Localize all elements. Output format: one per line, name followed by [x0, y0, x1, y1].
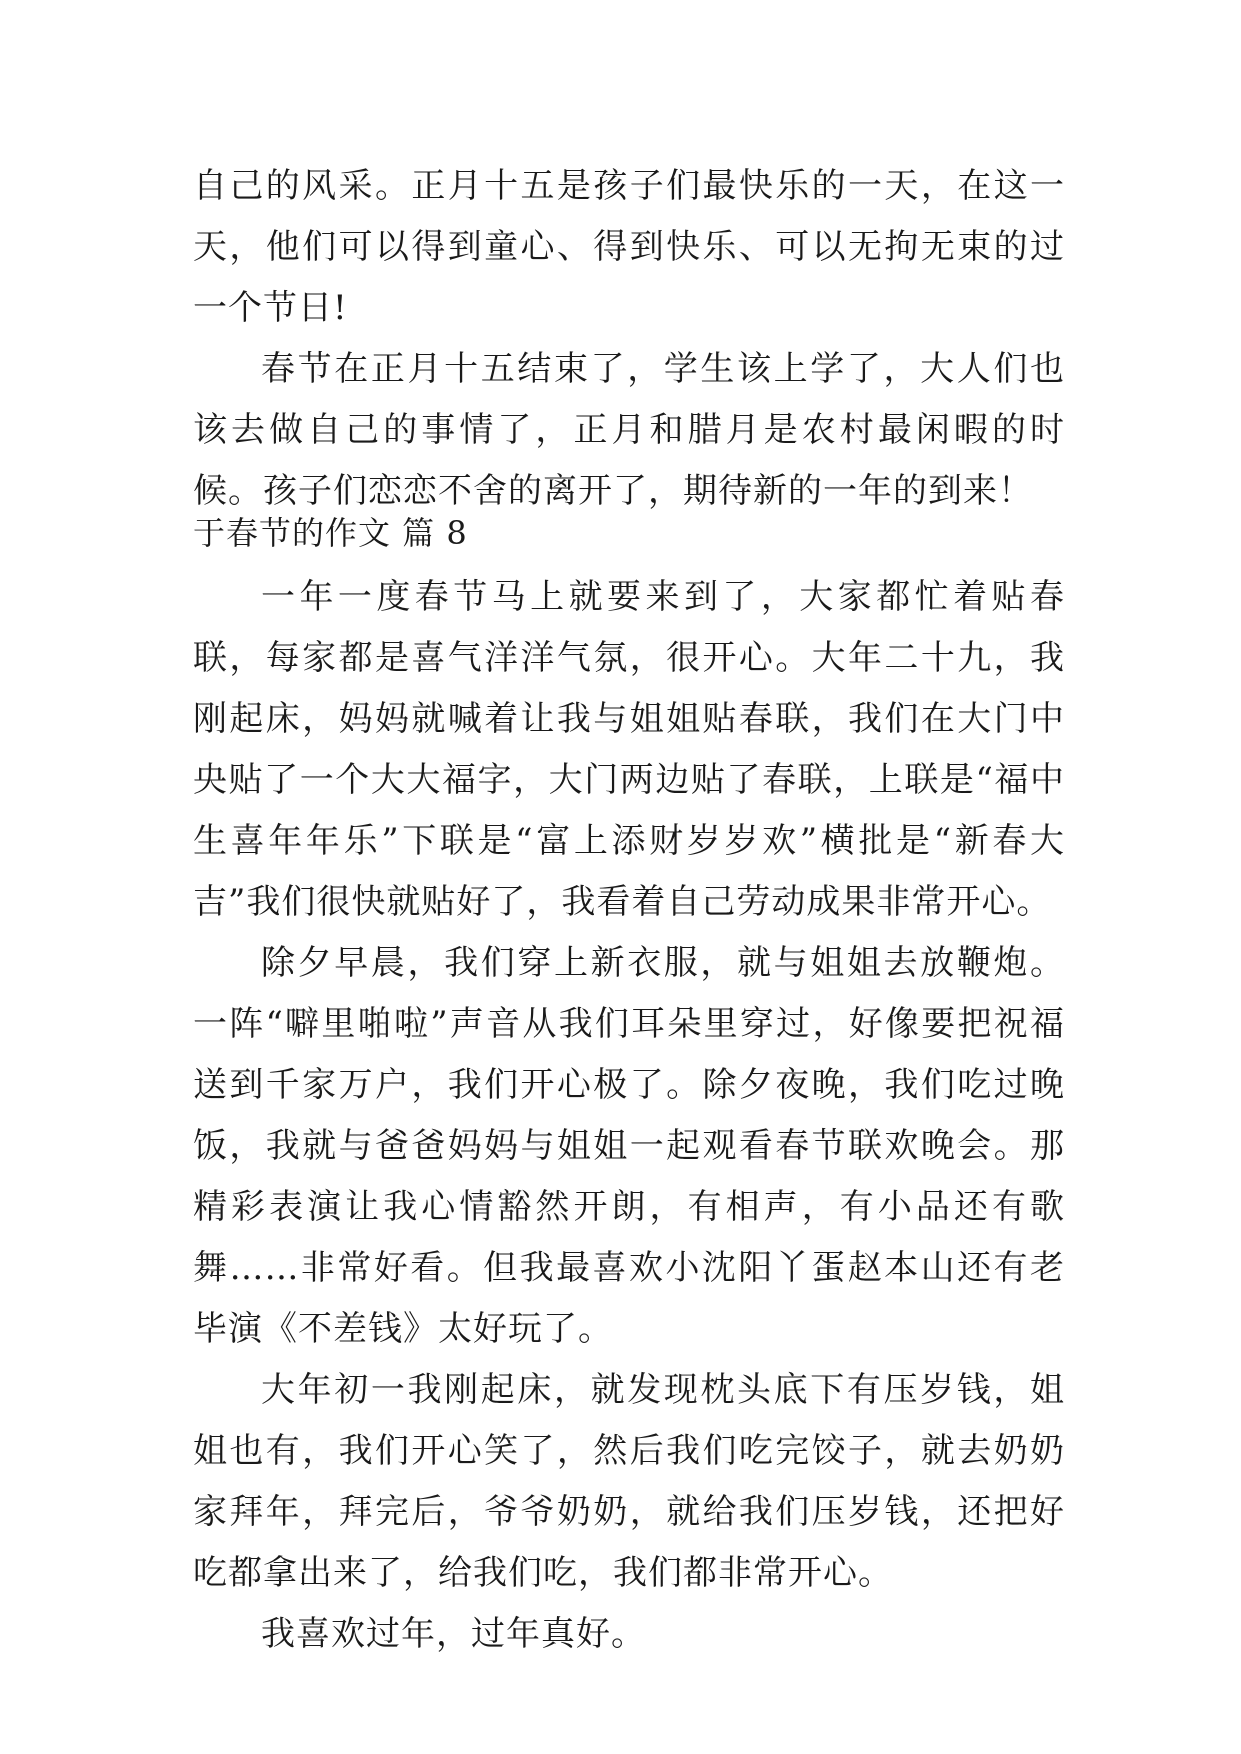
paragraph: 我喜欢过年，过年真好。 [261, 1614, 646, 1654]
paragraph: 大年初一我刚起床，就发现枕头底下有压岁钱，姐姐也有，我们开心笑了，然后我们吃完饺子，就去奶奶家拜年，拜完后，爷爷奶奶，就给我们压岁钱，还把好吃都拿出来了，给我们吃，我们都非常开心。 [193, 1370, 1065, 1593]
paragraph: 自己的风采。正月十五是孩子们最快乐的一天，在这一天，他们可以得到童心、得到快乐、可以无拘无束的过一个节日! [193, 166, 1065, 328]
paragraph: 春节在正月十五结束了，学生该上学了，大人们也该去做自己的事情了，正月和腊月是农村最闲暇的时候。孩子们恋恋不舍的离开了，期待新的一年的到来！ [193, 349, 1065, 511]
paragraph: 除夕早晨，我们穿上新衣服，就与姐姐去放鞭炮。一阵“噼里啪啦”声音从我们耳朵里穿过，好像要把祝福送到千家万户，我们开心极了。除夕夜晚，我们吃过晚饭，我就与爸爸妈妈与姐姐一起观看春节联欢晚会。那精彩表演让我心情豁然开朗，有相声，有小品还有歌舞……非常好看。但我最喜欢小沈阳丫蛋赵本山还有老毕演《不差钱》太好玩了。 [193, 943, 1065, 1349]
continuation-text [193, 156, 1065, 522]
paragraph: 一年一度春节马上就要来到了，大家都忙着贴春联，每家都是喜气洋洋气氛，很开心。大年二十九，我刚起床，妈妈就喊着让我与姐姐贴春联，我们在大门中央贴了一个大大福字，大门两边贴了春联，上联是“福中生喜年年乐”下联是“富上添财岁岁欢”横批是“新春大吉”我们很快就贴好了，我看着自己劳动成果非常开心。 [193, 577, 1065, 922]
essay-body [193, 567, 1065, 1665]
section-title: 于春节的作文 篇 8 [193, 514, 468, 552]
